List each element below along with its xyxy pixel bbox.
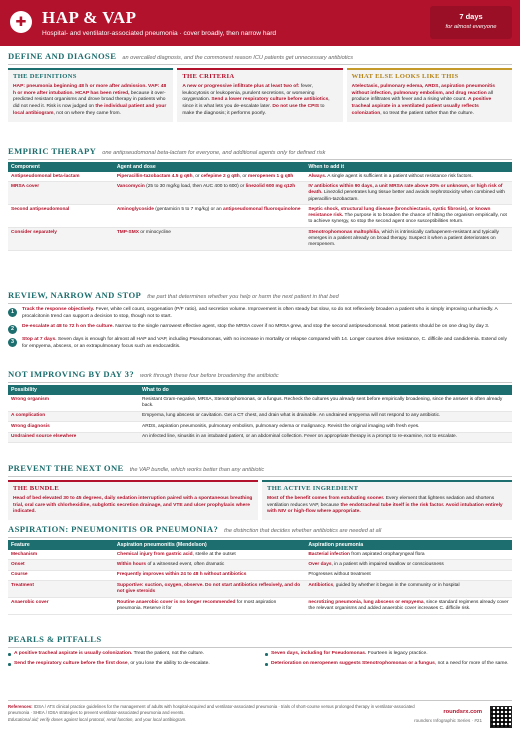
section-empiric — [8, 146, 512, 251]
card-criteria — [177, 68, 342, 121]
card-definitions — [8, 68, 173, 121]
table-cell: Always. A single agent is sufficient in a patient without resistance risk factors. — [305, 172, 512, 182]
section-not-improving — [8, 369, 512, 443]
card-text: A new or progressive infiltrate plus at least two of: fever, leukocytosis or leukopenia, purulent secretions, or worsening oxygenation. Send a lower respiratory culture before antibiotics, since it is what lets you de-escalate later. Do not use the CPIS to make the diagnosis; it performs poorly. — [182, 83, 330, 116]
section-title: NOT IMPROVING BY DAY 3? — [8, 369, 135, 379]
series-label: roundsrx Infographic Series · #21 — [414, 717, 482, 723]
section-aspiration — [8, 524, 512, 615]
card-title: THE DEFINITIONS — [13, 73, 77, 81]
empiric-table — [8, 162, 512, 251]
section-tagline: the distinction that decides whether antibiotics are needed at all — [224, 528, 382, 534]
table-cell: Mechanism — [8, 550, 114, 560]
section-tagline: the part that determines whether you help or harm the next patient in that bed — [147, 294, 339, 300]
table-row — [8, 205, 512, 228]
section-header — [8, 634, 512, 648]
table-cell: Aminoglycoside (gentamicin 5 to 7 mg/kg) or an antipseudomonal fluoroquinolone — [114, 205, 306, 228]
section-tagline: one antipseudomonal beta-lactam for everyone, and additional agents only for defined risk — [102, 150, 326, 156]
card-text: Atelectasis, pulmonary edema, ARDS, aspiration pneumonitis without infection, pulmonary embolism, and drug reaction all produce infiltrates with fever and a rising white count. A positive tracheal aspirate in a ventilated patient usually reflects colonization, so treat the patient rather than the culture. — [351, 83, 495, 116]
step-number: 1 — [8, 308, 17, 317]
section-header — [8, 290, 512, 304]
step-text: Stop at 7 days. Seven days is enough for almost all HAP and VAP, including Pseudomonas, with no increase in mortality or relapse compared with 14. Longer courses drive resistance, C. difficile and candidemia. Extend only for empyema, abscess, or an extrapulmonary focus such as endocarditis. — [22, 336, 507, 349]
table-cell: Consider separately — [8, 228, 114, 251]
section-prevent — [8, 463, 512, 520]
table-row — [8, 570, 512, 580]
references: References: IDSA / ATS clinical practice guidelines for the management of adults with hospital-acquired and ventilator-associated pneumonia · trials of short-course versus prolonged therapy in ventilator-associated pneumonia · SHEA / IDSA strategies to prevent ventilator-associated pneumonia and events. Educational aid; verify doses against local protocol, renal function, and your local antibiogram. — [8, 704, 415, 722]
lungs-icon: ✚ — [10, 11, 32, 33]
prevent-cards — [8, 480, 512, 520]
column-header: Component — [8, 162, 114, 172]
step-text: Track the response objectively. Fever, white cell count, oxygenation (P/F ratio), and secretion volume. Improvement is often steady but slow, so do not reflexively broaden a patient who is simply improving unhurriedly. A procalcitonin trend can support a decision to stop, though not to start. — [22, 307, 498, 320]
table-row — [8, 172, 512, 182]
table-cell: Septic shock, structural lung disease (bronchiectasis, cystic fibrosis), or known resistance risk. The purpose is to broaden the chance of hitting the organism empirically, not to achieve synergy, so stop the second agent once susceptibilities return. — [305, 205, 512, 228]
column-header: What to do — [139, 385, 512, 395]
column-header: Aspiration pneumonia — [305, 540, 512, 550]
section-tagline: work through these four before broadening the antibiotic — [140, 373, 279, 379]
table-cell: A complication — [8, 411, 139, 421]
list-item: Seven days, including for Pseudomonas. Fourteen is legacy practice. — [265, 651, 512, 658]
table-cell: An infected line, sinusitis in an intubated patient, or an abdominal collection. Fever on appropriate therapy is a prompt to re-examine, not to escalate. — [139, 432, 512, 442]
section-header — [8, 463, 512, 477]
list-item — [8, 307, 512, 321]
table-cell: Wrong organism — [8, 395, 139, 411]
section-header — [8, 146, 512, 160]
table-cell: Wrong diagnosis — [8, 422, 139, 432]
card-bundle — [8, 480, 258, 520]
brand — [414, 709, 482, 724]
badge-caption: for almost everyone — [445, 23, 497, 30]
table-cell: Treatment — [8, 581, 114, 598]
site-link[interactable]: roundsrx.com — [443, 709, 482, 715]
table-row — [8, 182, 512, 205]
section-tagline: an overcalled diagnosis, and the commonest reason ICU patients get unnecessary antibiotics — [122, 55, 354, 61]
table-cell: Supportive: suction, oxygen, observe. Do not start antibiotics reflexively, and do not give steroids — [114, 581, 306, 598]
table-cell: Bacterial infection from aspirated oropharyngeal flora — [305, 550, 512, 560]
column-header: Agent and dose — [114, 162, 306, 172]
table-cell: Resistant Gram-negative, MRSA, Stenotrophomonas, or a fungus. Recheck the cultures you already sent before empirically broadening, since the answer is often already back. — [139, 395, 512, 411]
section-header — [8, 369, 512, 383]
disclaimer: Educational aid; verify doses against local protocol, renal function, and your local antibiogram. — [8, 716, 187, 722]
list-item — [8, 337, 512, 351]
table-cell: Frequently improves within 24 to 48 h without antibiotics — [114, 570, 306, 580]
page-title: HAP & VAP — [42, 8, 137, 27]
table-row — [8, 411, 512, 421]
table-cell: Stenotrophomonas maltophilia, which is intrinsically carbapenem-resistant and typically emerges in a patient already on broad therapy. Suspect it when a patient deteriorates on meropenem. — [305, 228, 512, 251]
list-item: Send the respiratory culture before the first dose, or you lose the ability to de-escalate. — [8, 661, 255, 668]
table-row — [8, 228, 512, 251]
definition-cards — [8, 68, 512, 121]
section-pearls — [8, 634, 512, 671]
table-cell: Chemical injury from gastric acid, sterile at the outset — [114, 550, 306, 560]
page-header — [0, 0, 520, 46]
table-cell: ARDS, aspiration pneumonitis, pulmonary embolism, pulmonary edema or malignancy. Revisit the original imaging with fresh eyes. — [139, 422, 512, 432]
qr-code-icon — [490, 706, 512, 728]
section-header — [8, 51, 512, 65]
table-cell: Antipseudomonal beta-lactam — [8, 172, 114, 182]
card-title: THE ACTIVE INGREDIENT — [267, 485, 359, 493]
column-header: Possibility — [8, 385, 139, 395]
duration-badge — [430, 6, 512, 39]
card-title: THE BUNDLE — [13, 485, 60, 493]
table-cell: Progresses without treatment — [305, 570, 512, 580]
table-row — [8, 422, 512, 432]
column-header: When to add it — [305, 162, 512, 172]
list-item: A positive tracheal aspirate is usually colonization. Treat the patient, not the culture. — [8, 651, 255, 658]
section-title: ASPIRATION: PNEUMONITIS OR PNEUMONIA? — [8, 524, 219, 534]
table-cell: Anaerobic cover — [8, 597, 114, 614]
page-subtitle: Hospital- and ventilator-associated pneumonia · cover broadly, then narrow hard — [42, 30, 277, 37]
table-row — [8, 597, 512, 614]
list-item: Deterioration on meropenem suggests Stenotrophomonas or a fungus, not a need for more of the same. — [265, 661, 512, 668]
card-text: Head of bed elevated 30 to 45 degrees, daily sedation interruption paired with a spontaneous breathing trial, oral care with chlorhexidine, subglottic secretion drainage, and VTE and ulcer prophylaxis where indicated. — [13, 495, 253, 515]
card-text: Most of the benefit comes from extubating sooner. Every element that lightens sedation and shortens ventilation reduces VAP, because the endotracheal tube itself is the risk factor. Avoid intubation entirely with NIV or high-flow where appropriate. — [267, 495, 503, 515]
table-row — [8, 395, 512, 411]
section-header — [8, 524, 512, 538]
table-cell: MRSA cover — [8, 182, 114, 205]
card-title: WHAT ELSE LOOKS LIKE THIS — [351, 73, 459, 81]
step-text: De-escalate at 48 to 72 h on the culture. Narrow to the single narrowest effective agent, stop the MRSA cover if no MRSA grew, and stop the second antipseudomonal. Most patients should be on one drug by day 3. — [22, 323, 490, 329]
pearls-list — [8, 651, 512, 671]
section-title: PEARLS & PITFALLS — [8, 634, 102, 644]
section-tagline: the VAP bundle, which works better than any antibiotic — [129, 467, 265, 473]
table-cell: Onset — [8, 560, 114, 570]
card-active-ingredient — [262, 480, 512, 520]
badge-number: 7 days — [459, 12, 483, 21]
section-title: DEFINE AND DIAGNOSE — [8, 51, 117, 61]
aspiration-table — [8, 540, 512, 614]
section-title: REVIEW, NARROW AND STOP — [8, 290, 142, 300]
section-define — [8, 51, 512, 122]
section-title: EMPIRIC THERAPY — [8, 146, 97, 156]
table-cell: Vancomycin (25 to 30 mg/kg load, then AUC 400 to 600) or linezolid 600 mg q12h — [114, 182, 306, 205]
table-cell: Second antipseudomonal — [8, 205, 114, 228]
table-cell: Within hours of a witnessed event, often dramatic — [114, 560, 306, 570]
table-row — [8, 432, 512, 442]
step-number: 3 — [8, 338, 17, 347]
table-row — [8, 560, 512, 570]
list-item — [8, 324, 512, 334]
table-cell: Antibiotics, guided by whether it began in the community or in hospital — [305, 581, 512, 598]
review-steps — [8, 307, 512, 350]
table-cell: TMP-SMX or minocycline — [114, 228, 306, 251]
card-mimics — [347, 68, 512, 121]
table-cell: IV antibiotics within 90 days, a unit MRSA rate above 20% or unknown, or high risk of death. Linezolid penetrates lung tissue better and avoids nephrotoxicity when combined with piperacillin-tazobactam. — [305, 182, 512, 205]
table-cell: Undrained source elsewhere — [8, 432, 139, 442]
step-number: 2 — [8, 325, 17, 334]
table-cell: Empyema, lung abscess or cavitation. Get a CT chest, and drain what is drainable. An undrained empyema will not respond to any antibiotic. — [139, 411, 512, 421]
pearls-column — [8, 651, 255, 671]
column-header: Feature — [8, 540, 114, 550]
section-review — [8, 290, 512, 354]
section-title: PREVENT THE NEXT ONE — [8, 463, 124, 473]
table-cell: Routine anaerobic cover is no longer recommended for most aspiration pneumonia. Reserve it for — [114, 597, 306, 614]
table-row — [8, 581, 512, 598]
column-header: Aspiration pneumonitis (Mendelson) — [114, 540, 306, 550]
pearls-column — [265, 651, 512, 671]
not-improving-table — [8, 385, 512, 443]
card-title: THE CRITERIA — [182, 73, 235, 81]
table-cell: Over days, in a patient with impaired swallow or consciousness — [305, 560, 512, 570]
page-footer — [8, 700, 512, 723]
card-text: HAP: pneumonia beginning 48 h or more after admission. VAP: 48 h or more after intubation. HCAP has been retired, because it over-predicted resistant organisms and drove broad therapy in patients who did not need it. Risk is now judged on the individual patient and your local antibiogram, not on where they came from. — [13, 83, 167, 116]
table-cell: Course — [8, 570, 114, 580]
table-cell: necrotizing pneumonia, lung abscess or empyema, since standard regimens already cover the relevant organisms and added anaerobic cover increases C. difficile risk. — [305, 597, 512, 614]
table-cell: Piperacillin-tazobactam 4.5 g q6h, or cefepime 2 g q8h, or meropenem 1 g q8h — [114, 172, 306, 182]
table-row — [8, 550, 512, 560]
